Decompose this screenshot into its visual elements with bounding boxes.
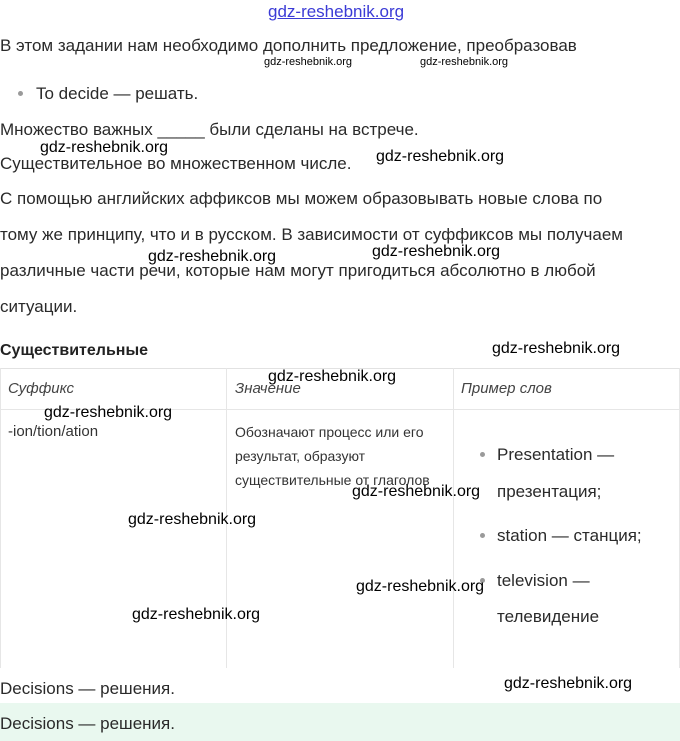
task-sentence: Множество важных _____ были сделаны на встрече. xyxy=(0,120,419,139)
table-header-suffix: Суффикс xyxy=(8,380,74,397)
watermark: gdz-reshebnik.org xyxy=(420,56,509,68)
watermark: gdz-reshebnik.org xyxy=(504,675,633,692)
paragraph-line-4: ситуации. xyxy=(0,297,78,316)
paragraph-line-2: тому же принципу, что и в русском. В зависимости от суффиксов мы получаем xyxy=(0,225,623,244)
watermark: gdz-reshebnik.org xyxy=(44,404,173,421)
table-cell-meaning: Обозначают процесс или его результат, образуют существительные от глаголов xyxy=(235,424,430,488)
watermark: gdz-reshebnik.org xyxy=(356,578,485,595)
paragraph-line-1: С помощью английских аффиксов мы можем образовывать новые слова по xyxy=(0,189,603,208)
watermark: gdz-reshebnik.org xyxy=(40,139,169,156)
bullet-dot xyxy=(480,452,485,457)
table-cell-suffix: -ion/tion/ation xyxy=(8,423,99,440)
paragraph-line-3: различные части речи, которые нам могут пригодиться абсолютно в любой xyxy=(0,261,596,280)
watermark: gdz-reshebnik.org xyxy=(492,340,621,357)
answer-text: Decisions — решения. xyxy=(0,679,175,698)
watermark: gdz-reshebnik.org xyxy=(376,148,505,165)
watermark-top-link[interactable]: gdz-reshebnik.org xyxy=(268,2,405,21)
watermark: gdz-reshebnik.org xyxy=(268,368,397,385)
intro-text: В этом задании нам необходимо дополнить предложение, преобразовав xyxy=(0,36,577,55)
watermark: gdz-reshebnik.org xyxy=(128,511,257,528)
table-divider xyxy=(453,368,454,668)
table-border xyxy=(0,368,1,668)
table-header-meaning: Значение xyxy=(235,380,301,397)
example-1-line-1: Presentation — xyxy=(497,445,615,464)
section-title: Существительные xyxy=(0,342,149,359)
bullet-dot xyxy=(18,91,23,96)
watermark: gdz-reshebnik.org xyxy=(372,243,501,260)
bullet-item: To decide — решать. xyxy=(36,84,199,103)
bullet-dot xyxy=(480,533,485,538)
answer-highlight-text: Decisions — решения. xyxy=(0,714,175,733)
answer-highlight-box xyxy=(0,703,680,741)
watermark: gdz-reshebnik.org xyxy=(352,483,481,500)
hint-text: Существительное во множественном числе. xyxy=(0,154,352,173)
watermark: gdz-reshebnik.org xyxy=(148,248,277,265)
watermark: gdz-reshebnik.org xyxy=(132,606,261,623)
example-1-line-2: презентация; xyxy=(497,482,602,501)
watermark: gdz-reshebnik.org xyxy=(264,56,353,68)
example-2: station — станция; xyxy=(497,526,642,545)
example-3-line-2: телевидение xyxy=(497,607,600,626)
table-header-examples: Пример слов xyxy=(461,380,552,397)
example-3-line-1: television — xyxy=(497,571,590,590)
